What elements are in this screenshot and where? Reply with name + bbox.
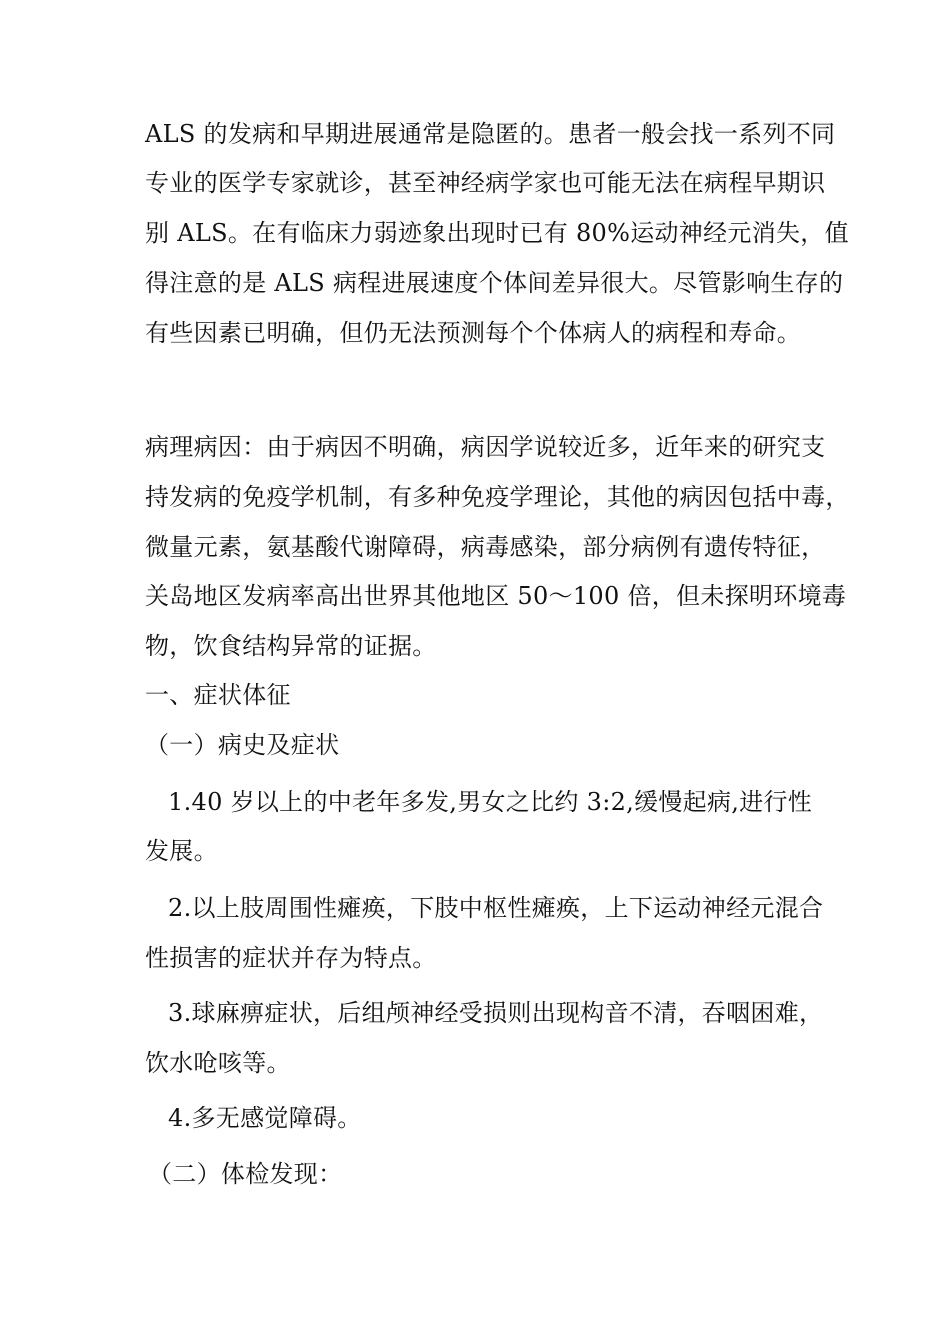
list-item-line: 饮水呛咳等。	[145, 1049, 291, 1077]
subsection-heading: （二）体检发现：	[148, 1160, 343, 1188]
paragraph-line: 病理病因：由于病因不明确，病因学说较近多，近年来的研究支	[145, 433, 826, 461]
paragraph-line: 有些因素已明确，但仍无法预测每个个体病人的病程和寿命。	[145, 319, 802, 347]
paragraph-line: 得注意的是 ALS 病程进展速度个体间差异很大。尽管影响生存的	[145, 269, 844, 297]
list-item-line: 2.以上肢周围性瘫痪，下肢中枢性瘫痪，上下运动神经元混合	[168, 894, 824, 922]
list-item-line: 性损害的症状并存为特点。	[145, 944, 437, 972]
paragraph-line: 微量元素，氨基酸代谢障碍，病毒感染，部分病例有遗传特征，	[145, 533, 826, 561]
paragraph-line: 别 ALS。在有临床力弱迹象出现时已有 80%运动神经元消失，值	[145, 219, 849, 247]
list-item-line: 4.多无感觉障碍。	[168, 1104, 362, 1132]
section-heading: 一、症状体征	[145, 681, 291, 709]
paragraph-line: ALS 的发病和早期进展通常是隐匿的。患者一般会找一系列不同	[145, 120, 836, 148]
paragraph-line: 专业的医学专家就诊，甚至神经病学家也可能无法在病程早期识	[145, 169, 826, 197]
paragraph-line: 持发病的免疫学机制，有多种免疫学理论，其他的病因包括中毒，	[145, 483, 850, 511]
list-item-line: 3.球麻痹症状，后组颅神经受损则出现构音不清，吞咽困难，	[168, 999, 824, 1027]
subsection-heading: （一）病史及症状	[145, 731, 340, 759]
list-item-line: 发展。	[145, 837, 218, 865]
list-item-line: 1.40 岁以上的中老年多发,男女之比约 3:2,缓慢起病,进行性	[168, 788, 813, 816]
paragraph-line: 物，饮食结构异常的证据。	[145, 632, 437, 660]
paragraph-line: 关岛地区发病率高出世界其他地区 50～100 倍，但未探明环境毒	[145, 582, 847, 610]
